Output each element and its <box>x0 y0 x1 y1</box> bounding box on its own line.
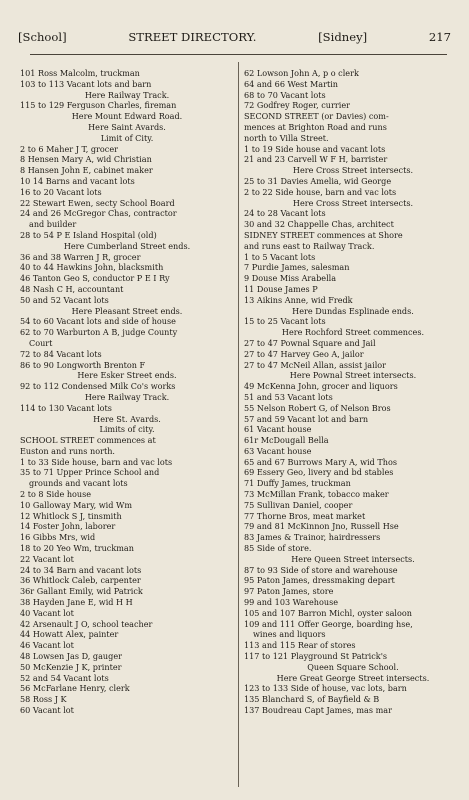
directory-entry: 40 to 44 Hawkins John, blacksmith <box>20 262 164 273</box>
street-intersection-note: Limit of City. <box>100 132 154 143</box>
directory-entry: 27 to 47 Harvey Geo A, jailor <box>244 348 364 359</box>
directory-entry: 1 to 5 Vacant lots <box>244 251 316 262</box>
directory-entry: 73 McMillan Frank, tobacco maker <box>244 489 389 500</box>
directory-entry: 24 and 26 McGregor Chas, contractor <box>20 208 177 219</box>
directory-entry: 35 to 71 Upper Prince School and <box>20 467 160 478</box>
directory-entry: 72 to 84 Vacant lots <box>20 348 102 359</box>
column-divider <box>238 62 239 787</box>
directory-entry: 83 James & Trainor, hairdressers <box>244 532 381 543</box>
directory-entry: 8 Hensen Mary A, wid Christian <box>20 154 152 165</box>
directory-entry: 95 Paton James, dressmaking depart <box>244 575 395 586</box>
directory-entry: 61 Vacant house <box>244 424 312 435</box>
directory-entry: 28 to 54 P E Island Hospital (old) <box>20 229 157 240</box>
street-heading: and runs east to Railway Track. <box>244 240 375 251</box>
directory-entry: 52 and 54 Vacant lots <box>20 672 109 683</box>
directory-entry: 36 and 38 Warren J R, grocer <box>20 251 141 262</box>
directory-entry: 15 to 25 Vacant lots <box>244 316 326 327</box>
street-intersection-note: Here Queen Street intersects. <box>291 553 415 564</box>
directory-entry: 46 Tanton Geo S, conductor P E I Ry <box>20 273 170 284</box>
directory-entry: 46 Vacant lot <box>20 640 74 651</box>
left-column <box>20 68 234 716</box>
directory-entry: 18 to 20 Yeo Wm, truckman <box>20 543 134 554</box>
page-number: 217 <box>428 30 451 44</box>
header-right: [Sidney] <box>318 30 368 44</box>
directory-entry: 27 to 47 Pownal Square and Jail <box>244 337 376 348</box>
directory-entry: 68 to 70 Vacant lots <box>244 89 326 100</box>
directory-entry: 22 Stewart Ewen, secty School Board <box>20 197 175 208</box>
header-title: STREET DIRECTORY. <box>128 30 257 44</box>
directory-entry: 11 Douse James P <box>244 283 318 294</box>
directory-entry: 42 Arsenault J O, school teacher <box>20 618 153 629</box>
directory-entry: 25 to 31 Davies Amelia, wid George <box>244 175 392 186</box>
directory-entry: 57 and 59 Vacant lot and barn <box>244 413 369 424</box>
directory-entry: 77 Thorne Bros, meat market <box>244 510 366 521</box>
street-intersection-note: Here Railway Track. <box>84 89 170 100</box>
entry-continuation: grounds and vacant lots <box>29 478 128 489</box>
street-intersection-note: Here Dundas Esplinade ends. <box>292 305 414 316</box>
directory-entry: 109 and 111 Offer George, boarding hse, <box>244 618 413 629</box>
street-intersection-note: Here Saint Avards. <box>88 121 166 132</box>
street-heading: north to Villa Street. <box>244 132 329 143</box>
directory-entry: 105 and 107 Barron Michl, oyster saloon <box>244 607 412 618</box>
directory-entry: 117 to 121 Playground St Patrick's <box>244 651 388 662</box>
street-intersection-note: Limits of city. <box>99 424 155 435</box>
directory-entry: 50 McKenzie J K, printer <box>20 661 122 672</box>
street-intersection-note: Here Pleasant Street ends. <box>71 305 183 316</box>
directory-entry: 36 Whitlock Caleb, carpenter <box>20 575 141 586</box>
directory-entry: 38 Hayden Jane E, wid H H <box>20 597 133 608</box>
street-intersection-note: Here Pownal Street intersects. <box>289 370 417 381</box>
street-intersection-note: Here Rochford Street commences. <box>281 327 425 338</box>
entry-continuation: and builder <box>29 219 77 230</box>
street-heading: SECOND STREET (or Davies) com- <box>244 111 389 122</box>
street-heading: mences at Brighton Road and runs <box>244 121 387 132</box>
directory-entry: 10 Galloway Mary, wid Wm <box>20 499 132 510</box>
street-intersection-note: Here Cross Street intersects. <box>292 197 414 208</box>
entry-continuation: wines and liquors <box>253 629 326 640</box>
directory-entry: 48 Nash C H, accountant <box>20 283 124 294</box>
directory-entry: 92 to 112 Condensed Milk Co's works <box>20 381 176 392</box>
street-intersection-note: Here Railway Track. <box>84 391 170 402</box>
directory-entry: 48 Lowsen Jas D, gauger <box>20 651 122 662</box>
directory-entry: 9 Douse Miss Arabella <box>244 273 337 284</box>
directory-entry: 24 to 34 Barn and vacant lots <box>20 564 142 575</box>
header-rule <box>30 54 447 55</box>
directory-entry: 87 to 93 Side of store and warehouse <box>244 564 398 575</box>
street-intersection-note: Here Cross Street intersects. <box>292 165 414 176</box>
directory-entry: 55 Nelson Robert G, of Nelson Bros <box>244 402 391 413</box>
directory-entry: 123 to 133 Side of house, vac lots, barn <box>244 683 407 694</box>
directory-entry: 86 to 90 Longworth Brenton F <box>20 359 146 370</box>
directory-entry: 1 to 19 Side house and vacant lots <box>244 143 386 154</box>
header-left: [School] <box>18 30 67 44</box>
directory-entry: 30 and 32 Chappelle Chas, architect <box>244 219 394 230</box>
directory-entry: 69 Essery Geo, livery and bd stables <box>244 467 394 478</box>
directory-entry: 61r McDougall Bella <box>244 435 329 446</box>
street-intersection-note: Here St. Avards. <box>93 413 161 424</box>
street-intersection-note: Here Cumberland Street ends. <box>63 240 191 251</box>
directory-entry: 50 and 52 Vacant lots <box>20 294 109 305</box>
directory-entry: 13 Aikins Anne, wid Fredk <box>244 294 353 305</box>
directory-entry: 62 to 70 Warburton A B, judge County <box>20 327 178 338</box>
directory-entry: 14 Foster John, laborer <box>20 521 116 532</box>
street-heading: SIDNEY STREET commences at Shore <box>244 229 403 240</box>
street-heading: Euston and runs north. <box>20 445 115 456</box>
directory-entry: 62 Lowson John A, p o clerk <box>244 68 359 78</box>
directory-entry: 1 to 33 Side house, barn and vac lots <box>20 456 173 467</box>
directory-entry: 16 to 20 Vacant lots <box>20 186 102 197</box>
directory-entry: 10 14 Barns and vacant lots <box>20 175 135 186</box>
directory-entry: 64 and 66 West Martin <box>244 78 338 89</box>
directory-entry: 56 McFarlane Henry, clerk <box>20 683 130 694</box>
directory-entry: 24 to 28 Vacant lots <box>244 208 326 219</box>
directory-entry: 60 Vacant lot <box>20 705 74 716</box>
directory-entry: 114 to 130 Vacant lots <box>20 402 112 413</box>
directory-entry: 36r Gallant Emily, wid Patrick <box>20 586 143 597</box>
entry-continuation: Court <box>29 337 53 348</box>
directory-entry: 97 Paton James, store <box>244 586 334 597</box>
street-intersection-note: Queen Square School. <box>307 661 399 672</box>
street-intersection-note: Here Esker Street ends. <box>77 370 177 381</box>
directory-entry: 101 Ross Malcolm, truckman <box>20 68 140 78</box>
directory-entry: 75 Sullivan Daniel, cooper <box>244 499 353 510</box>
directory-entry: 22 Vacant lot <box>20 553 74 564</box>
page-header <box>18 30 451 48</box>
directory-entry: 72 Godfrey Roger, currier <box>244 100 350 111</box>
directory-entry: 63 Vacant house <box>244 445 312 456</box>
directory-entry: 12 Whitlock S J, tinsmith <box>20 510 122 521</box>
directory-entry: 99 and 103 Warehouse <box>244 597 339 608</box>
street-intersection-note: Here Great George Street intersects. <box>276 672 430 683</box>
directory-entry: 51 and 53 Vacant lots <box>244 391 333 402</box>
directory-entry: 137 Boudreau Capt James, mas mar <box>244 705 392 716</box>
directory-entry: 21 and 23 Carvell W F H, barrister <box>244 154 388 165</box>
directory-entry: 27 to 47 McNeil Allan, assist jailor <box>244 359 387 370</box>
street-intersection-note: Here Mount Edward Road. <box>71 111 183 122</box>
directory-entry: 16 Gibbs Mrs, wid <box>20 532 96 543</box>
directory-entry: 103 to 113 Vacant lots and barn <box>20 78 152 89</box>
directory-entry: 2 to 22 Side house, barn and vac lots <box>244 186 397 197</box>
directory-entry: 44 Howatt Alex, painter <box>20 629 119 640</box>
right-column <box>244 68 462 716</box>
street-heading: SCHOOL STREET commences at <box>20 435 156 446</box>
directory-entry: 8 Hansen John E, cabinet maker <box>20 165 153 176</box>
directory-entry: 58 Ross J K <box>20 694 67 705</box>
directory-entry: 115 to 129 Ferguson Charles, fireman <box>20 100 177 111</box>
directory-entry: 79 and 81 McKinnon Jno, Russell Hse <box>244 521 399 532</box>
directory-entry: 113 and 115 Rear of stores <box>244 640 356 651</box>
directory-entry: 2 to 6 Maher J T, grocer <box>20 143 118 154</box>
directory-entry: 7 Purdie James, salesman <box>244 262 350 273</box>
directory-entry: 54 to 60 Vacant lots and side of house <box>20 316 176 327</box>
directory-entry: 2 to 8 Side house <box>20 489 92 500</box>
directory-entry: 65 and 67 Burrows Mary A, wid Thos <box>244 456 397 467</box>
directory-entry: 135 Blanchard S, of Bayfield & B <box>244 694 380 705</box>
directory-entry: 40 Vacant lot <box>20 607 74 618</box>
directory-entry: 71 Duffy James, truckman <box>244 478 351 489</box>
directory-entry: 85 Side of store. <box>244 543 312 554</box>
directory-entry: 49 McKenna John, grocer and liquors <box>244 381 398 392</box>
